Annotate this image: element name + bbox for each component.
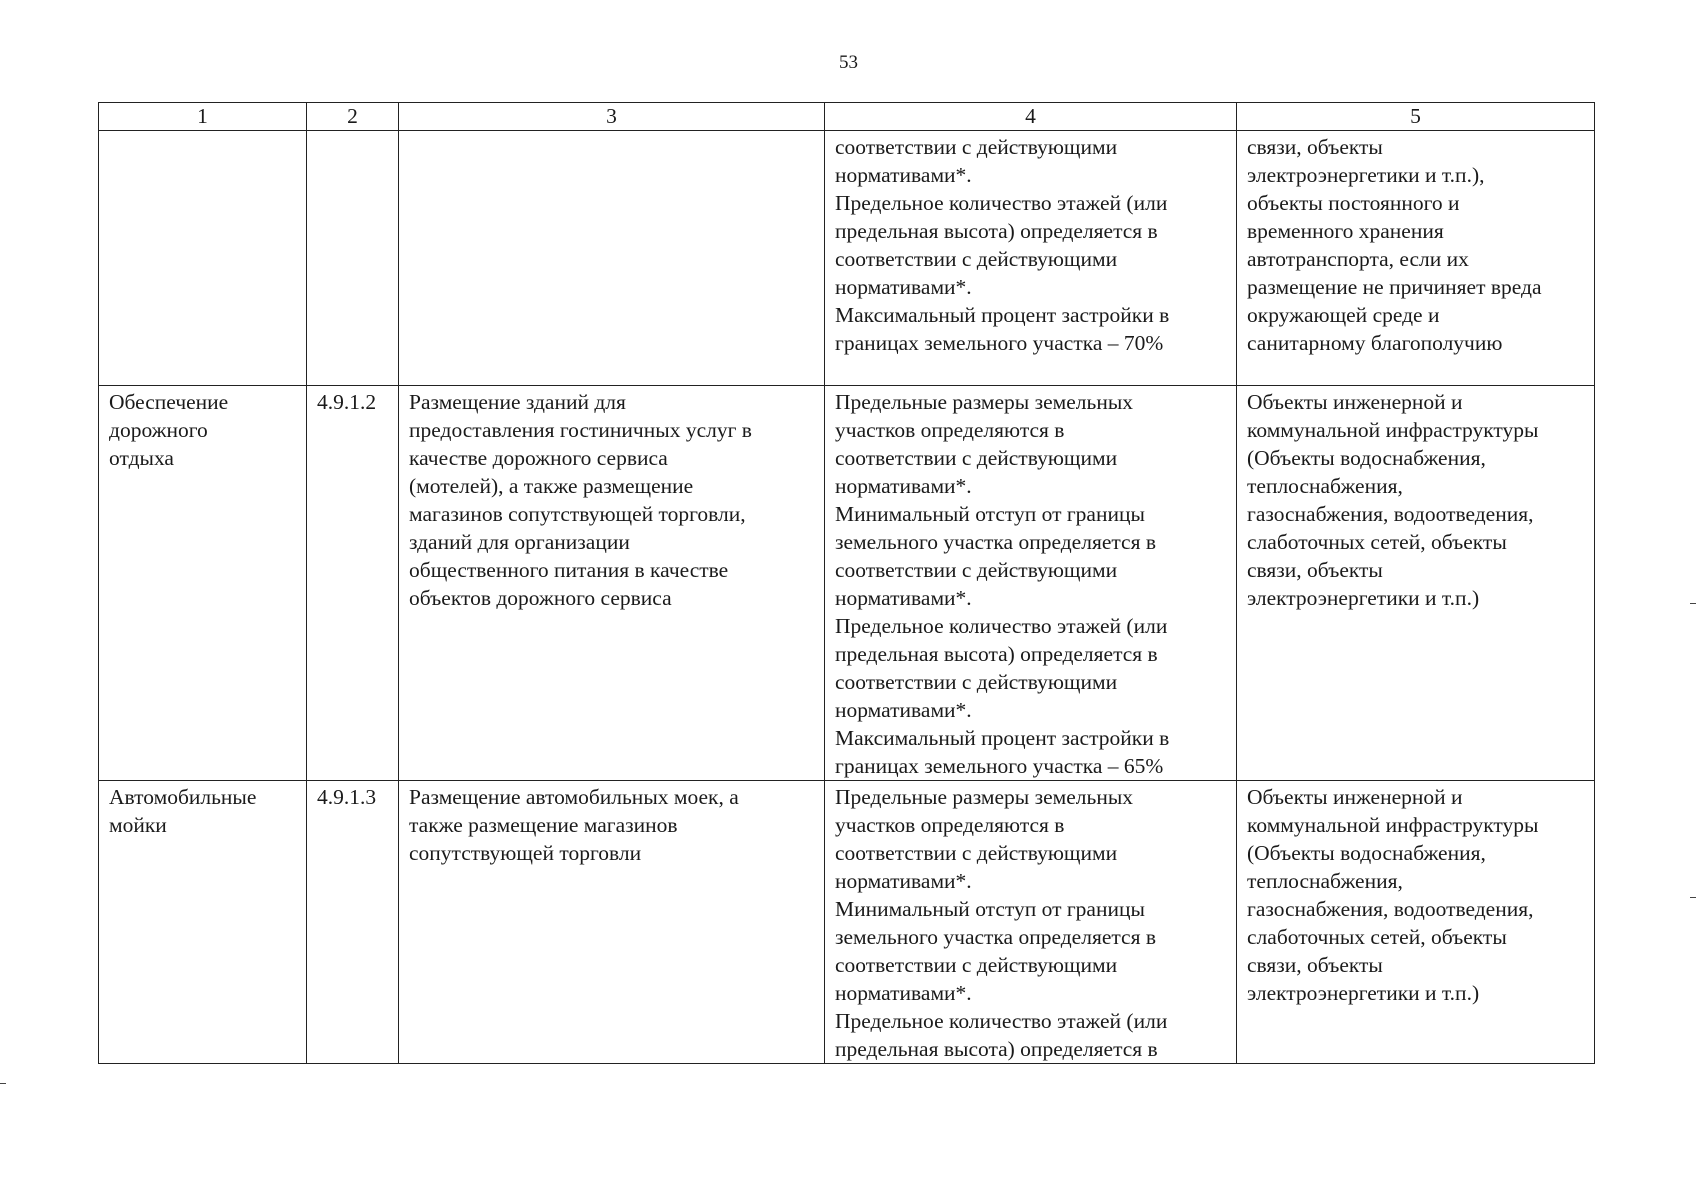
use-name-text: Обеспечение дорожного отдыха xyxy=(109,390,229,470)
use-code-text: 4.9.1.3 xyxy=(317,785,377,809)
use-description-text: Размещение автомобильных моек, а также размещение магазинов сопутствующей торговли xyxy=(409,785,739,865)
column-header-3: 3 xyxy=(399,103,825,131)
cell-use-name xyxy=(99,131,307,386)
cell-use-name xyxy=(99,386,307,781)
cell-auxiliary xyxy=(1237,386,1595,781)
zoning-table xyxy=(98,102,1595,1064)
parameters-text: соответствии с действующими нормативами*. Предельное количество этажей (или предельная высота) определяется в соответствии с действующими нормативами*. Максимальный процент застройки в границах земельного участка – 70% xyxy=(835,135,1170,355)
parameters-text: Предельные размеры земельных участков определяются в соответствии с действующими нормативами*. Минимальный отступ от границы земельного участка определяется в соответствии с действующими нормативами*. Предельное количество этажей (или предельная высота) определяется в соответствии с действующими нормативами*. Максимальный процент застройки в границах земельного участка – 65% xyxy=(835,390,1170,778)
cell-use-code xyxy=(307,131,399,386)
page-number: 53 xyxy=(839,52,858,73)
use-name-text: Автомобильные мойки xyxy=(109,785,257,837)
column-header-2: 2 xyxy=(307,103,399,131)
column-header-5: 5 xyxy=(1237,103,1595,131)
table-header-row xyxy=(99,103,1595,131)
table-row xyxy=(99,131,1595,386)
auxiliary-text: Объекты инженерной и коммунальной инфраструктуры (Объекты водоснабжения, теплоснабжения, газоснабжения, водоотведения, слаботочных сетей, объекты связи, объекты электроэнергетики и т.п.) xyxy=(1247,785,1539,1005)
table-row xyxy=(99,386,1595,781)
cell-use-code xyxy=(307,386,399,781)
cell-auxiliary xyxy=(1237,131,1595,386)
cell-auxiliary xyxy=(1237,781,1595,1064)
cell-use-code xyxy=(307,781,399,1064)
cell-parameters xyxy=(825,781,1237,1064)
cell-use-description xyxy=(399,386,825,781)
parameters-text: Предельные размеры земельных участков определяются в соответствии с действующими нормативами*. Минимальный отступ от границы земельного участка определяется в соответствии с действующими нормативами*. Предельное количество этажей (или предельная высота) определяется в xyxy=(835,785,1168,1061)
use-description-text: Размещение зданий для предоставления гостиничных услуг в качестве дорожного сервиса (мотелей), а также размещение магазинов сопутствующей торговли, зданий для организации общественного питания в качестве объектов дорожного сервиса xyxy=(409,390,752,610)
scan-margin-mark xyxy=(1690,603,1696,604)
cell-use-name xyxy=(99,781,307,1064)
scan-margin-mark xyxy=(1690,897,1696,898)
cell-parameters xyxy=(825,386,1237,781)
use-code-text: 4.9.1.2 xyxy=(317,390,377,414)
scan-margin-mark xyxy=(0,1083,6,1084)
column-header-1: 1 xyxy=(99,103,307,131)
auxiliary-text: связи, объекты электроэнергетики и т.п.), объекты постоянного и временного хранения автотранспорта, если их размещение не причиняет вреда окружающей среде и санитарному благополучию xyxy=(1247,135,1542,355)
cell-parameters xyxy=(825,131,1237,386)
cell-use-description xyxy=(399,131,825,386)
column-header-4: 4 xyxy=(825,103,1237,131)
table-row xyxy=(99,781,1595,1064)
auxiliary-text: Объекты инженерной и коммунальной инфраструктуры (Объекты водоснабжения, теплоснабжения, газоснабжения, водоотведения, слаботочных сетей, объекты связи, объекты электроэнергетики и т.п.) xyxy=(1247,390,1539,610)
cell-use-description xyxy=(399,781,825,1064)
